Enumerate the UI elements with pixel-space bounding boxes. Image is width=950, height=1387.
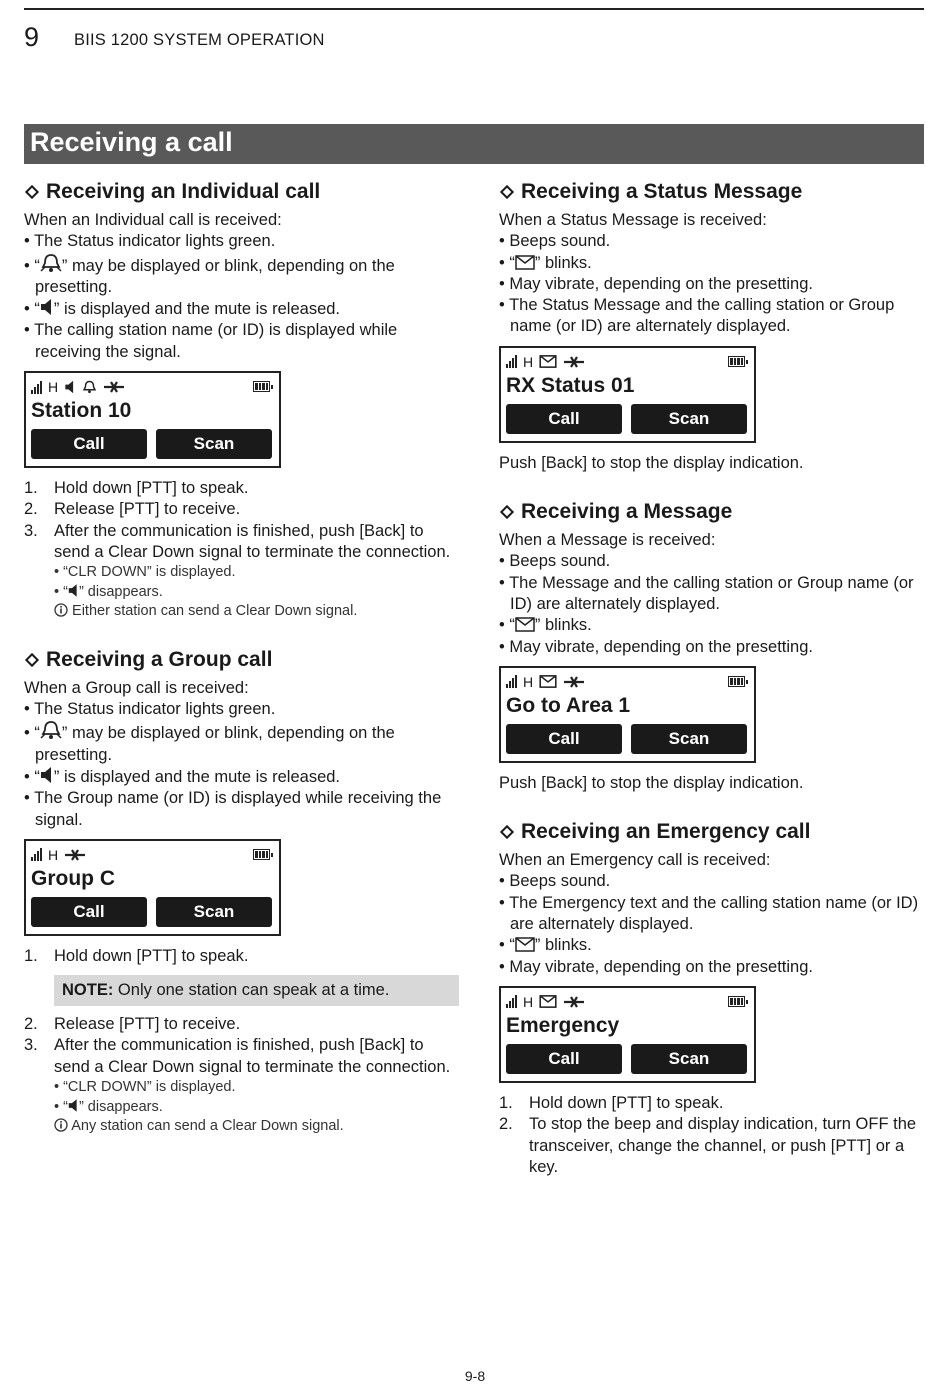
- lcd-indicator-row: [506, 992, 749, 1012]
- envelope-icon: [539, 995, 557, 1008]
- info-note: Any station can send a Clear Down signal.: [24, 1117, 459, 1137]
- step: 1. Hold down [PTT] to speak.: [24, 479, 249, 498]
- intro-text: When a Status Message is received:: [499, 211, 767, 229]
- bullet: • May vibrate, depending on the presetting.: [499, 957, 813, 976]
- speaker-icon: [64, 380, 76, 394]
- lcd-text: Go to Area 1: [506, 693, 631, 717]
- power-level-indicator: H: [48, 846, 59, 863]
- bullet: • “ ” blinks.: [499, 616, 592, 635]
- step: 1. Hold down [PTT] to speak.: [24, 946, 249, 965]
- signal-strength-icon: [506, 355, 517, 368]
- bullet: • “ ” blinks.: [499, 936, 592, 955]
- bullet: • The Status indicator lights green.: [24, 700, 276, 719]
- incoming-call-icon: [103, 380, 125, 394]
- incoming-call-icon: [563, 995, 585, 1009]
- group-call-section: [24, 648, 459, 1137]
- sub-bullet: • “ ” disappears.: [54, 583, 163, 600]
- signal-strength-icon: [31, 381, 42, 394]
- intro-text: When a Group call is received:: [24, 678, 249, 697]
- speaker-icon: [68, 583, 79, 598]
- step: 3. After the communication is finished, push [Back] to send a Clear Down signal to terminate the connection.: [24, 1036, 451, 1076]
- bullet: • “ ” is displayed and the mute is released.: [24, 767, 341, 786]
- sub-bullet: • “ ” disappears.: [54, 1098, 163, 1115]
- bell-icon: [82, 380, 97, 394]
- emergency-call-section: [499, 820, 934, 1178]
- lcd-indicator-row: [31, 377, 274, 397]
- power-level-indicator: H: [523, 993, 534, 1010]
- individual-call-section: [24, 180, 459, 622]
- battery-icon: [253, 381, 270, 392]
- lcd-display: [499, 346, 756, 443]
- incoming-call-icon: [64, 848, 86, 862]
- bullet: • “ ” may be displayed or blink, depending on the presetting.: [24, 253, 459, 299]
- section-heading: Receiving a Status Message: [499, 180, 934, 204]
- section-banner: Receiving a call: [24, 124, 924, 164]
- call-softkey: Call: [31, 429, 147, 459]
- scan-softkey: Scan: [631, 404, 747, 434]
- scan-softkey: Scan: [631, 724, 747, 754]
- chapter-title: BIIS 1200 SYSTEM OPERATION: [74, 31, 325, 49]
- call-softkey: Call: [506, 404, 622, 434]
- info-icon: [54, 603, 68, 617]
- info-note: Either station can send a Clear Down signal.: [24, 602, 459, 622]
- battery-icon: [728, 676, 745, 687]
- bullet: • The Status Message and the calling station or Group name (or ID) are alternately displayed.: [499, 296, 895, 336]
- bullet: • May vibrate, depending on the presetting.: [499, 274, 813, 293]
- bullet: • “ ” is displayed and the mute is released.: [24, 300, 341, 319]
- status-message-section: [499, 180, 934, 474]
- speaker-icon: [40, 298, 54, 316]
- signal-strength-icon: [506, 675, 517, 688]
- bullet: • The Status indicator lights green.: [24, 232, 276, 251]
- bell-icon: [40, 720, 62, 740]
- scan-softkey: Scan: [156, 897, 272, 927]
- chapter-number: 9: [24, 22, 40, 52]
- call-softkey: Call: [31, 897, 147, 927]
- section-heading: Receiving a Group call: [24, 648, 459, 672]
- page-number: 9-8: [464, 1368, 486, 1384]
- bullet: • The Group name (or ID) is displayed while receiving the signal.: [24, 789, 442, 829]
- signal-strength-icon: [31, 848, 42, 861]
- bullet: • Beeps sound.: [499, 872, 611, 891]
- bullet: • The Emergency text and the calling station name (or ID) are alternately displayed.: [499, 893, 919, 934]
- right-column: [499, 180, 934, 1178]
- scan-softkey: Scan: [631, 1044, 747, 1074]
- call-softkey: Call: [506, 1044, 622, 1074]
- battery-icon: [728, 356, 745, 367]
- envelope-icon: [539, 355, 557, 368]
- lcd-indicator-row: [506, 352, 749, 372]
- diamond-icon: [25, 185, 39, 199]
- envelope-icon: [515, 937, 535, 952]
- lcd-text: Station 10: [31, 399, 132, 423]
- diamond-icon: [500, 505, 514, 519]
- lcd-indicator-row: [31, 845, 274, 865]
- left-column: [24, 180, 459, 1137]
- intro-text: When an Individual call is received:: [24, 211, 282, 229]
- step: 2. To stop the beep and display indication, turn OFF the transceiver, change the channel, or push [PTT] or a key.: [499, 1115, 917, 1176]
- sub-bullet: • “CLR DOWN” is displayed.: [54, 1079, 236, 1096]
- diamond-icon: [500, 825, 514, 839]
- instruction-text: Push [Back] to stop the display indication.: [499, 773, 804, 792]
- instruction-text: Push [Back] to stop the display indication.: [499, 453, 804, 472]
- speaker-icon: [40, 766, 54, 784]
- bullet: • May vibrate, depending on the presetting.: [499, 637, 813, 656]
- intro-text: When a Message is received:: [499, 531, 716, 550]
- lcd-display: [24, 371, 281, 468]
- step: 2. Release [PTT] to receive.: [24, 1015, 241, 1034]
- lcd-display: [24, 839, 281, 936]
- section-heading: Receiving an Individual call: [24, 180, 459, 204]
- bullet: • The Message and the calling station or Group name (or ID) are alternately displayed.: [499, 573, 914, 613]
- incoming-call-icon: [563, 675, 585, 689]
- sub-bullet: • “CLR DOWN” is displayed.: [54, 564, 236, 581]
- bullet: • The calling station name (or ID) is displayed while receiving the signal.: [24, 321, 398, 361]
- lcd-text: RX Status 01: [506, 373, 635, 397]
- section-heading: Receiving a Message: [499, 500, 934, 524]
- info-icon: [54, 1118, 68, 1132]
- signal-strength-icon: [506, 995, 517, 1008]
- diamond-icon: [500, 185, 514, 199]
- bullet: • Beeps sound.: [499, 552, 611, 571]
- lcd-display: [499, 666, 756, 763]
- battery-icon: [253, 849, 270, 860]
- step: 3. After the communication is finished, push [Back] to send a Clear Down signal to terminate the connection.: [24, 521, 451, 561]
- power-level-indicator: H: [523, 673, 534, 690]
- header-rule: [24, 8, 924, 10]
- note-box: NOTE: Only one station can speak at a time.: [54, 975, 459, 1006]
- battery-icon: [728, 996, 745, 1007]
- envelope-icon: [515, 617, 535, 632]
- bullet: • “ ” may be displayed or blink, depending on the presetting.: [24, 720, 459, 766]
- message-section: [499, 500, 934, 794]
- bullet: • “ ” blinks.: [499, 253, 592, 272]
- lcd-text: Group C: [31, 866, 115, 890]
- power-level-indicator: H: [523, 353, 534, 370]
- power-level-indicator: H: [48, 379, 59, 396]
- bullet: • Beeps sound.: [499, 232, 611, 251]
- bell-icon: [40, 253, 62, 273]
- incoming-call-icon: [563, 355, 585, 369]
- speaker-icon: [68, 1098, 79, 1113]
- step: 2. Release [PTT] to receive.: [24, 500, 241, 519]
- lcd-text: Emergency: [506, 1013, 620, 1037]
- section-heading: Receiving an Emergency call: [499, 820, 934, 844]
- step: 1. Hold down [PTT] to speak.: [499, 1093, 724, 1112]
- intro-text: When an Emergency call is received:: [499, 851, 771, 870]
- call-softkey: Call: [506, 724, 622, 754]
- envelope-icon: [539, 675, 557, 688]
- envelope-icon: [515, 255, 535, 270]
- diamond-icon: [25, 653, 39, 667]
- lcd-indicator-row: [506, 672, 749, 692]
- lcd-display: [499, 986, 756, 1083]
- scan-softkey: Scan: [156, 429, 272, 459]
